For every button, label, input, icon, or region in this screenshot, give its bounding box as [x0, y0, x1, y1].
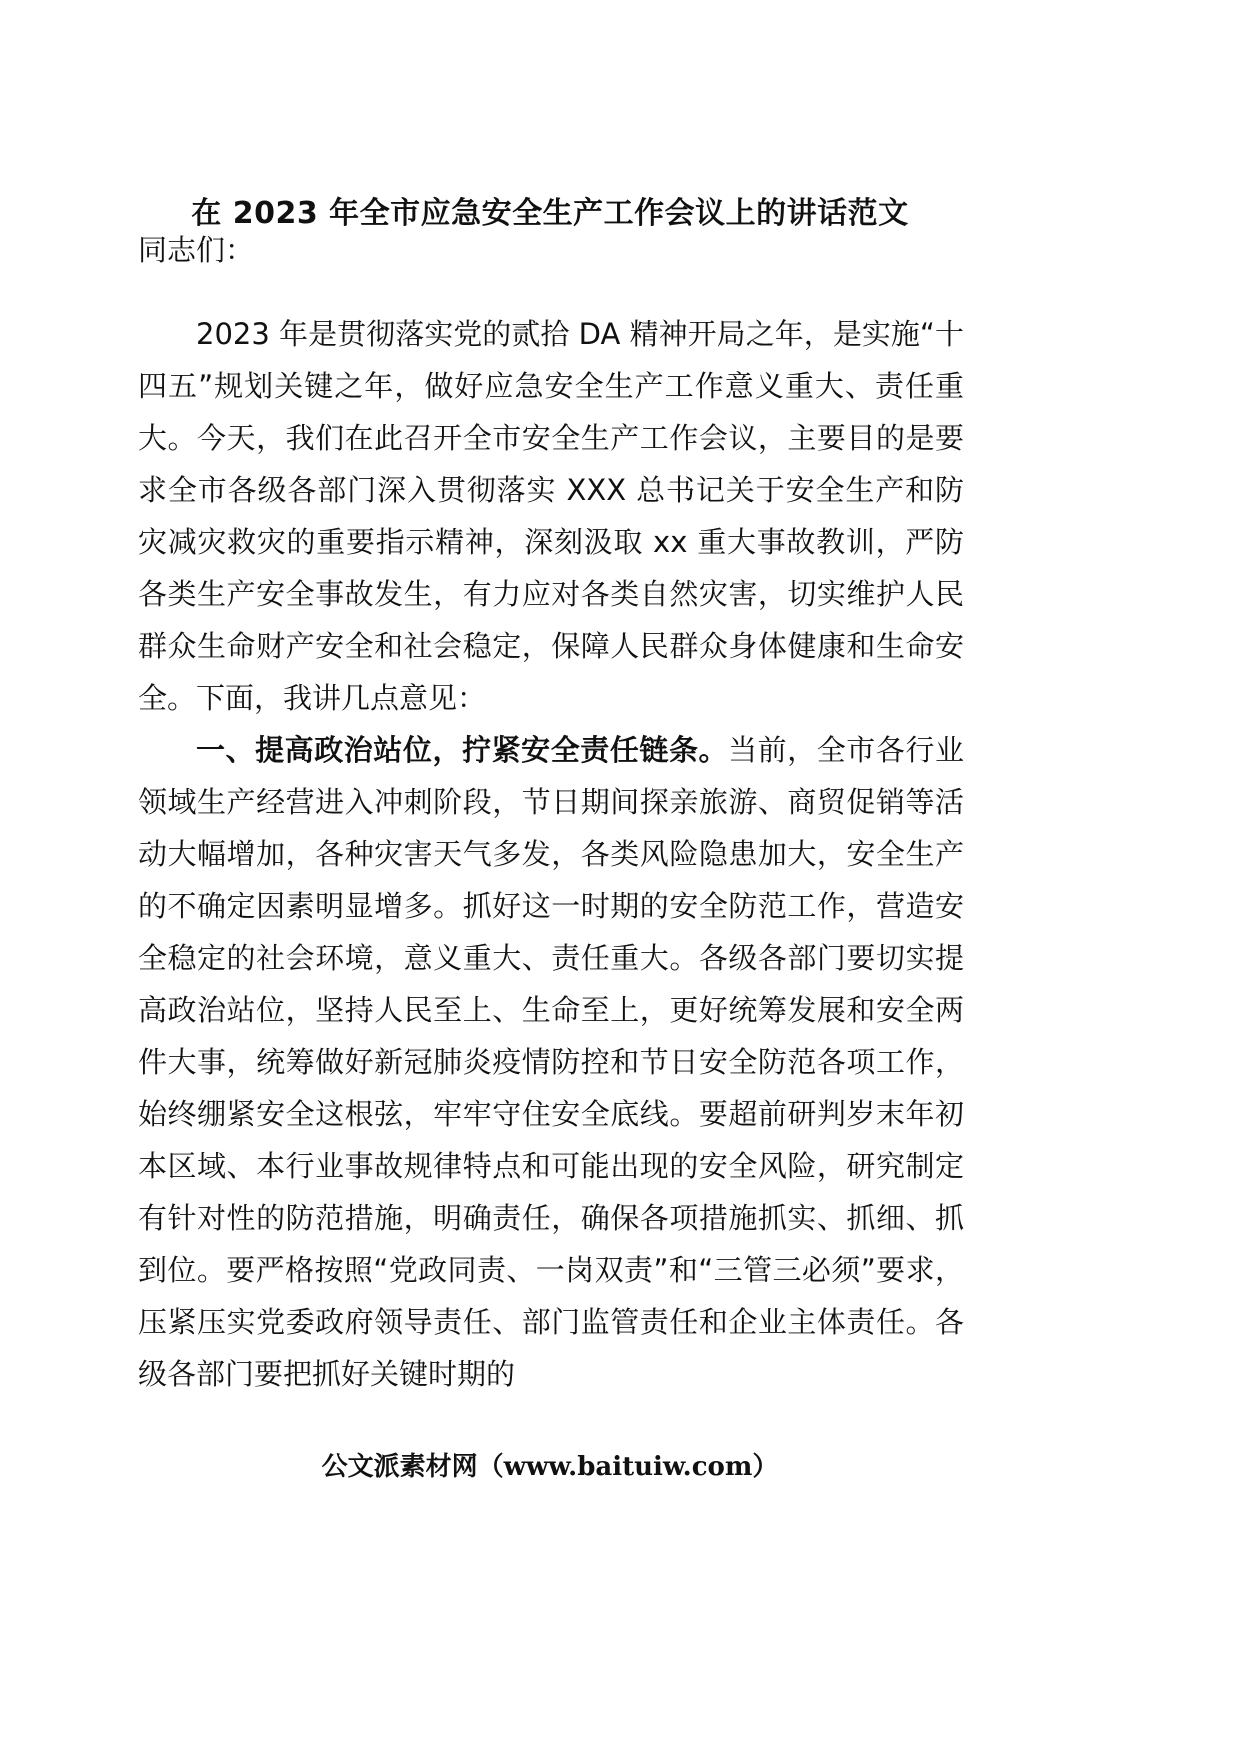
footer-watermark: 公文派素材网（www.baituiw.com）	[321, 1452, 779, 1482]
paragraph-intro	[138, 308, 964, 724]
document-body	[138, 308, 964, 1400]
document-title: 在 2023 年全市应急安全生产工作会议上的讲话范文	[191, 196, 909, 231]
section-one-text: 当前，全市各行业领域生产经营进入冲刺阶段，节日期间探亲旅游、商贸促销等活动大幅增加，各种灾害天气多发，各类风险隐患加大，安全生产的不确定因素明显增多。抓好这一时期的安全防范工作，营造安全稳定的社会环境，意义重大、责任重大。各级各部门要切实提高政治站位，坚持人民至上、生命至上，更好统筹发展和安全两件大事，统筹做好新冠肺炎疫情防控和节日安全防范各项工作，始终绷紧安全这根弦，牢牢守住安全底线。要超前研判岁末年初本区域、本行业事故规律特点和可能出现的安全风险，研究制定有针对性的防范措施，明确责任，确保各项措施抓实、抓细、抓到位。要严格按照“党政同责、一岗双责”和“三管三必须”要求，压紧压实党委政府领导责任、部门监管责任和企业主体责任。各级各部门要把抓好关键时期的	[138, 733, 964, 1391]
paragraph-intro-text: 2023 年是贯彻落实党的贰拾 DA 精神开局之年，是实施“十四五”规划关键之年，做好应急安全生产工作意义重大、责任重大。今天，我们在此召开全市安全生产工作会议，主要目的是要求全市各级各部门深入贯彻落实 XXX 总书记关于安全生产和防灾减灾救灾的重要指示精神，深刻汲取 xx 重大事故教训，严防各类生产安全事故发生，有力应对各类自然灾害，切实维护人民群众生命财产安全和社会稳定，保障人民群众身体健康和生命安全。下面，我讲几点意见：	[138, 317, 964, 715]
paragraph-section-one	[138, 724, 964, 1400]
salutation: 同志们：	[138, 233, 255, 267]
section-one-heading: 一、提高政治站位，拧紧安全责任链条。	[196, 733, 729, 767]
